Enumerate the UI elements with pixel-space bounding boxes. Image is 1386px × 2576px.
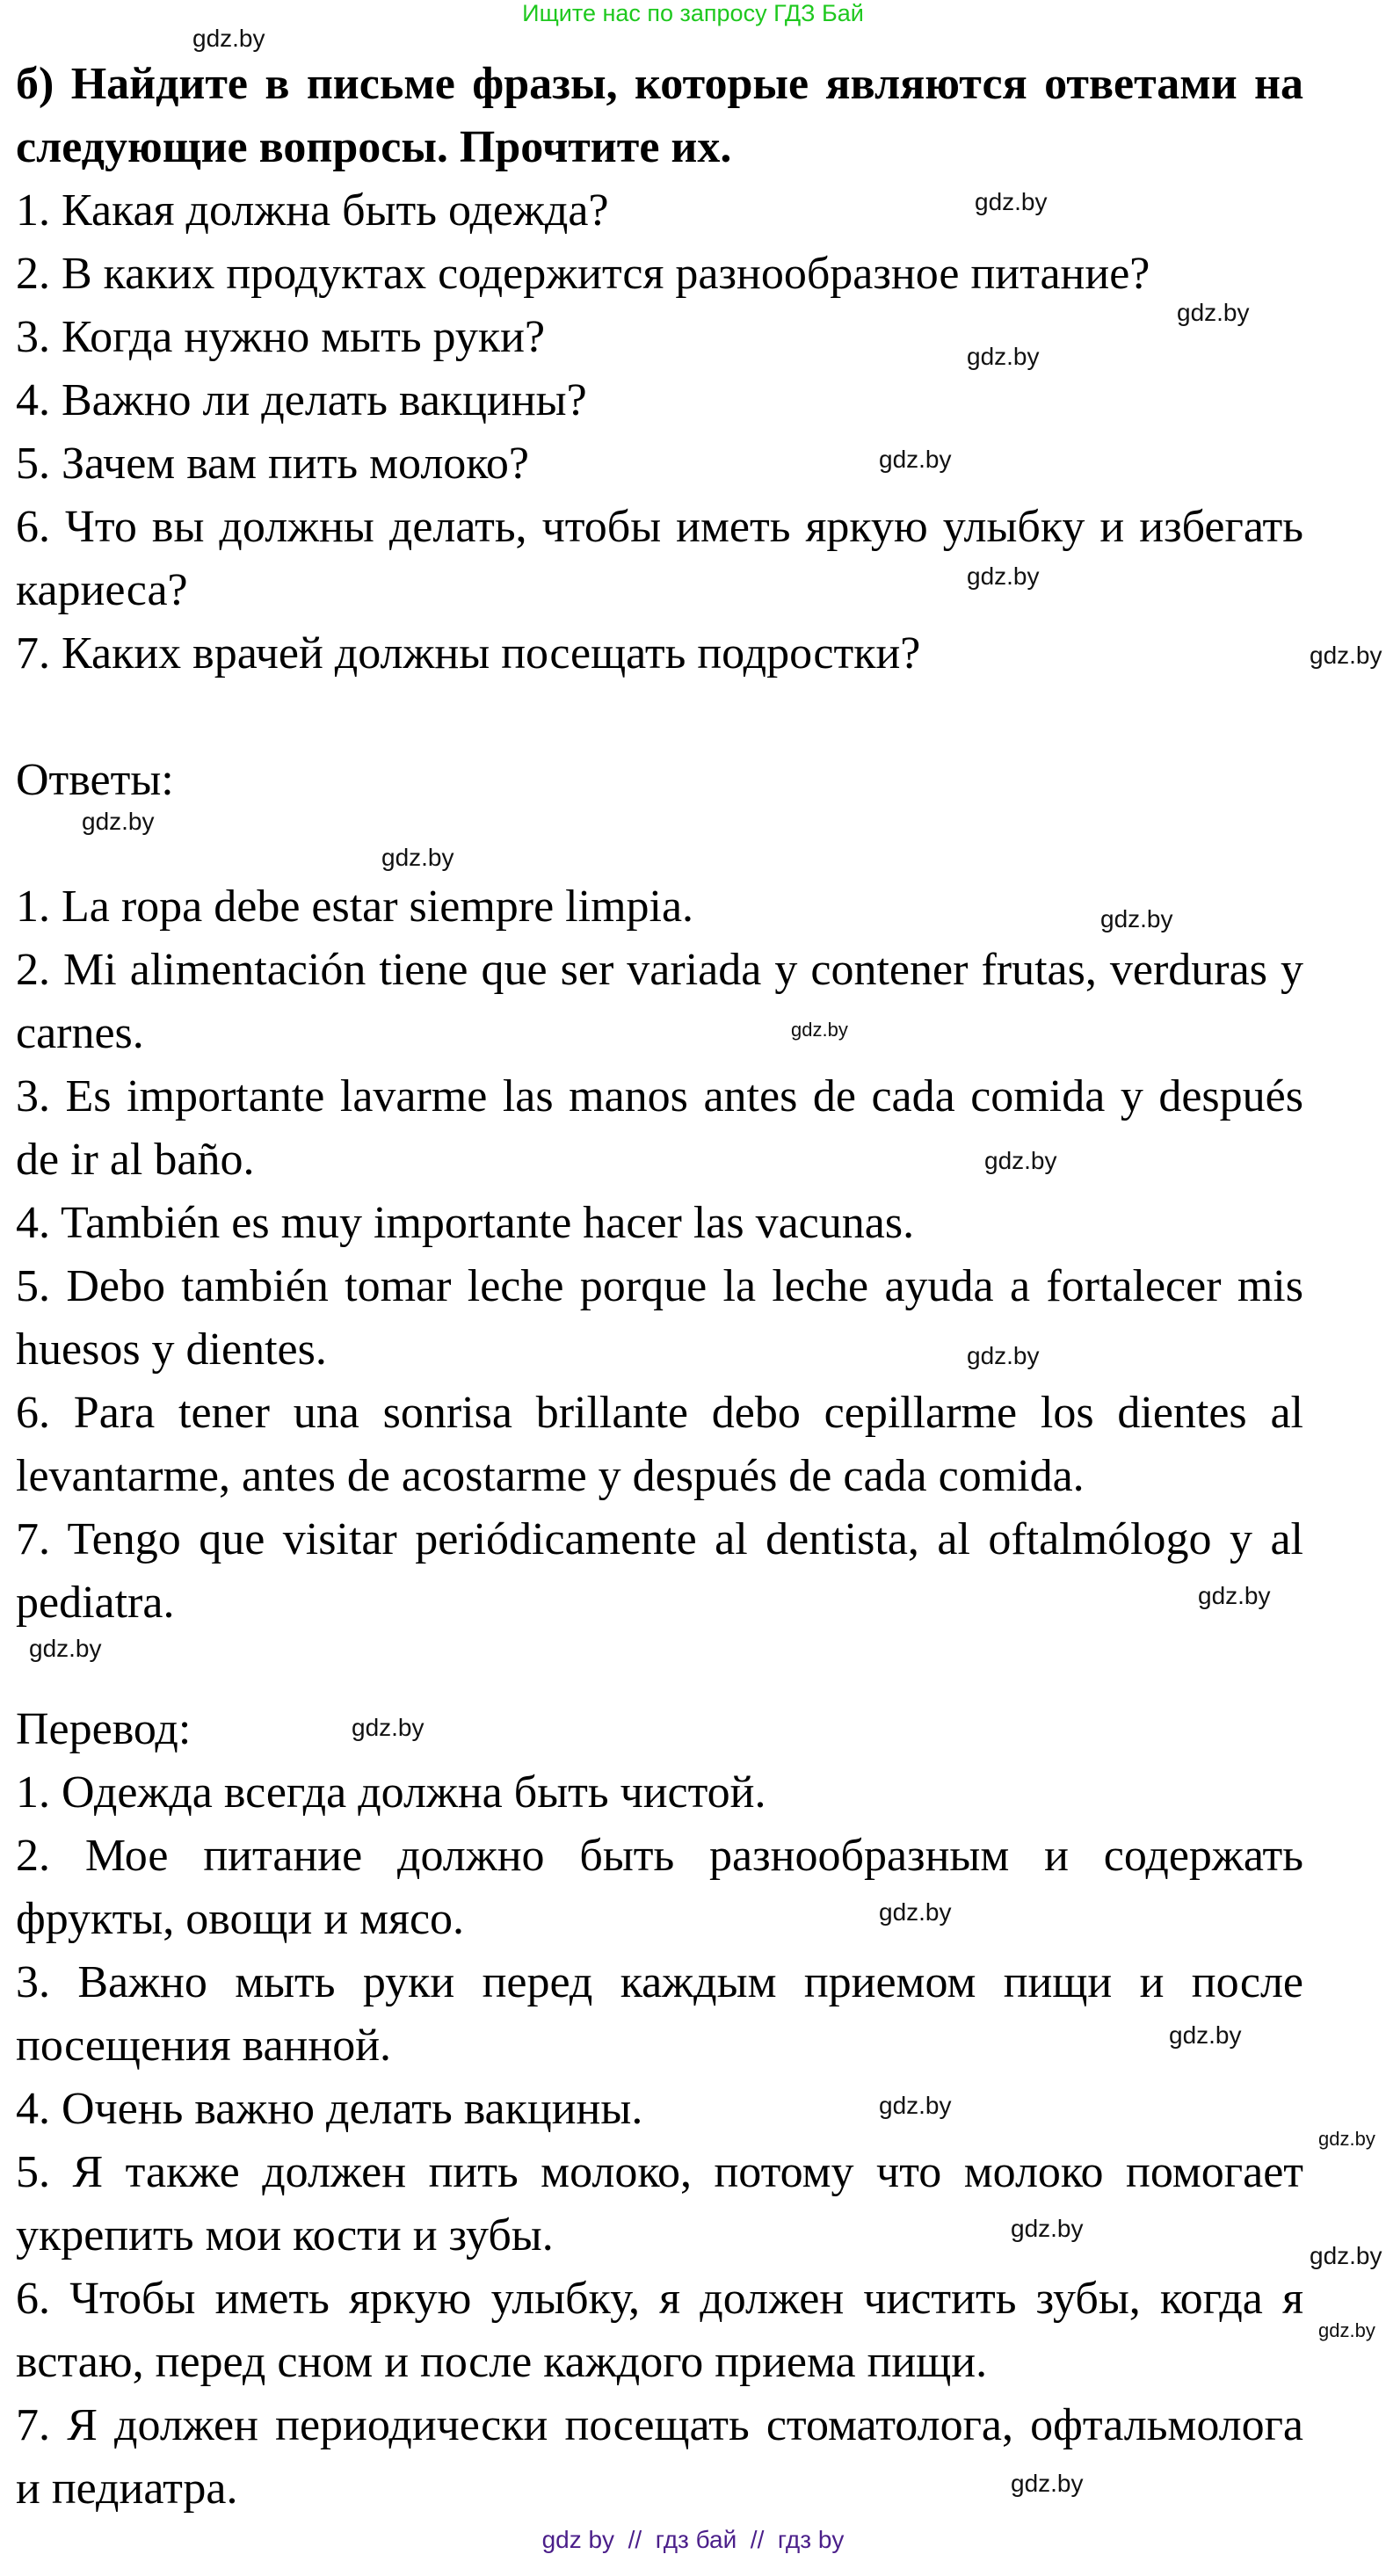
answer-4: 4. También es muy importante hacer las vacunas. xyxy=(16,1198,915,1248)
watermark: gdz.by xyxy=(192,25,265,52)
question-7: 7. Каких врачей должны посещать подростки? xyxy=(16,628,921,678)
translation-6: 6. Чтобы иметь яркую улыбку, я должен чистить зубы, когда я встаю, перед сном и после каждого приема пищи. xyxy=(16,2274,1303,2387)
watermark: gdz.by xyxy=(967,343,1040,370)
watermark: gdz.by xyxy=(1177,299,1250,326)
question-2: 2. В каких продуктах содержится разнообразное питание? xyxy=(16,249,1150,299)
answer-7: 7. Tengo que visitar periódicamente al dentista, al oftalmólogo y al pediatra. xyxy=(16,1514,1303,1628)
spacer xyxy=(16,686,1303,749)
answer-1: 1. La ropa debe estar siempre limpia. xyxy=(16,882,694,932)
watermark: gdz.by xyxy=(1169,2021,1242,2049)
watermark: gdz.by xyxy=(879,1898,952,1926)
watermark: gdz.by xyxy=(1318,2128,1375,2150)
watermark: gdz.by xyxy=(1318,2319,1375,2341)
translation-label: Перевод: xyxy=(16,1704,192,1754)
watermark: gdz.by xyxy=(967,1342,1040,1369)
watermark: gdz.by xyxy=(1310,2242,1382,2269)
spacer xyxy=(16,812,1303,875)
footer-links[interactable]: gdz by // гдз бай // гдз by xyxy=(541,2526,845,2553)
watermark: gdz.by xyxy=(381,844,454,871)
question-5: 5. Зачем вам пить молоко? xyxy=(16,439,530,489)
watermark: gdz.by xyxy=(352,1714,425,1741)
translation-3: 3. Важно мыть руки перед каждым приемом пищи и после посещения ванной. xyxy=(16,1957,1303,2071)
watermark: gdz.by xyxy=(791,1019,848,1041)
watermark: gdz.by xyxy=(984,1147,1057,1174)
translation-4: 4. Очень важно делать вакцины. xyxy=(16,2084,643,2134)
task-heading: б) Найдите в письме фразы, которые являются ответами на следующие вопросы. Прочтите их. xyxy=(16,59,1303,172)
answer-3: 3. Es importante lavarme las manos antes de cada comida y después de ir al baño. xyxy=(16,1071,1303,1185)
watermark: gdz.by xyxy=(1011,2470,1084,2497)
question-4: 4. Важно ли делать вакцины? xyxy=(16,375,587,425)
watermark: gdz.by xyxy=(82,808,155,835)
question-6: 6. Что вы должны делать, чтобы иметь яркую улыбку и избегать кариеса? xyxy=(16,502,1303,615)
watermark: gdz.by xyxy=(879,446,952,473)
question-3: 3. Когда нужно мыть руки? xyxy=(16,312,546,362)
top-banner[interactable]: Ищите нас по запросу ГДЗ Бай xyxy=(522,0,864,26)
watermark: gdz.by xyxy=(1100,905,1173,932)
watermark: gdz.by xyxy=(29,1635,102,1662)
answers-label: Ответы: xyxy=(16,755,174,805)
watermark: gdz.by xyxy=(1011,2215,1084,2242)
document-body xyxy=(16,53,1303,2521)
translation-2: 2. Мое питание должно быть разнообразным и содержать фрукты, овощи и мясо. xyxy=(16,1831,1303,1944)
watermark: gdz.by xyxy=(1310,642,1382,669)
question-1: 1. Какая должна быть одежда? xyxy=(16,185,609,236)
watermark: gdz.by xyxy=(1198,1582,1271,1609)
translation-7: 7. Я должен периодически посещать стоматолога, офтальмолога и педиатра. xyxy=(16,2400,1303,2514)
translation-5: 5. Я также должен пить молоко, потому что молоко помогает укрепить мои кости и зубы. xyxy=(16,2147,1303,2260)
watermark: gdz.by xyxy=(975,188,1048,215)
spacer xyxy=(16,1635,1303,1698)
translation-1: 1. Одежда всегда должна быть чистой. xyxy=(16,1767,766,1818)
answer-5: 5. Debo también tomar leche porque la leche ayuda a fortalecer mis huesos y dientes. xyxy=(16,1261,1303,1375)
watermark: gdz.by xyxy=(879,2092,952,2119)
answer-2: 2. Mi alimentación tiene que ser variada y contener frutas, verduras y carnes. xyxy=(16,945,1303,1058)
answer-6: 6. Para tener una sonrisa brillante debo cepillarme los dientes al levantarme, antes de acostarme y después de cada comida. xyxy=(16,1388,1303,1501)
watermark: gdz.by xyxy=(967,562,1040,590)
